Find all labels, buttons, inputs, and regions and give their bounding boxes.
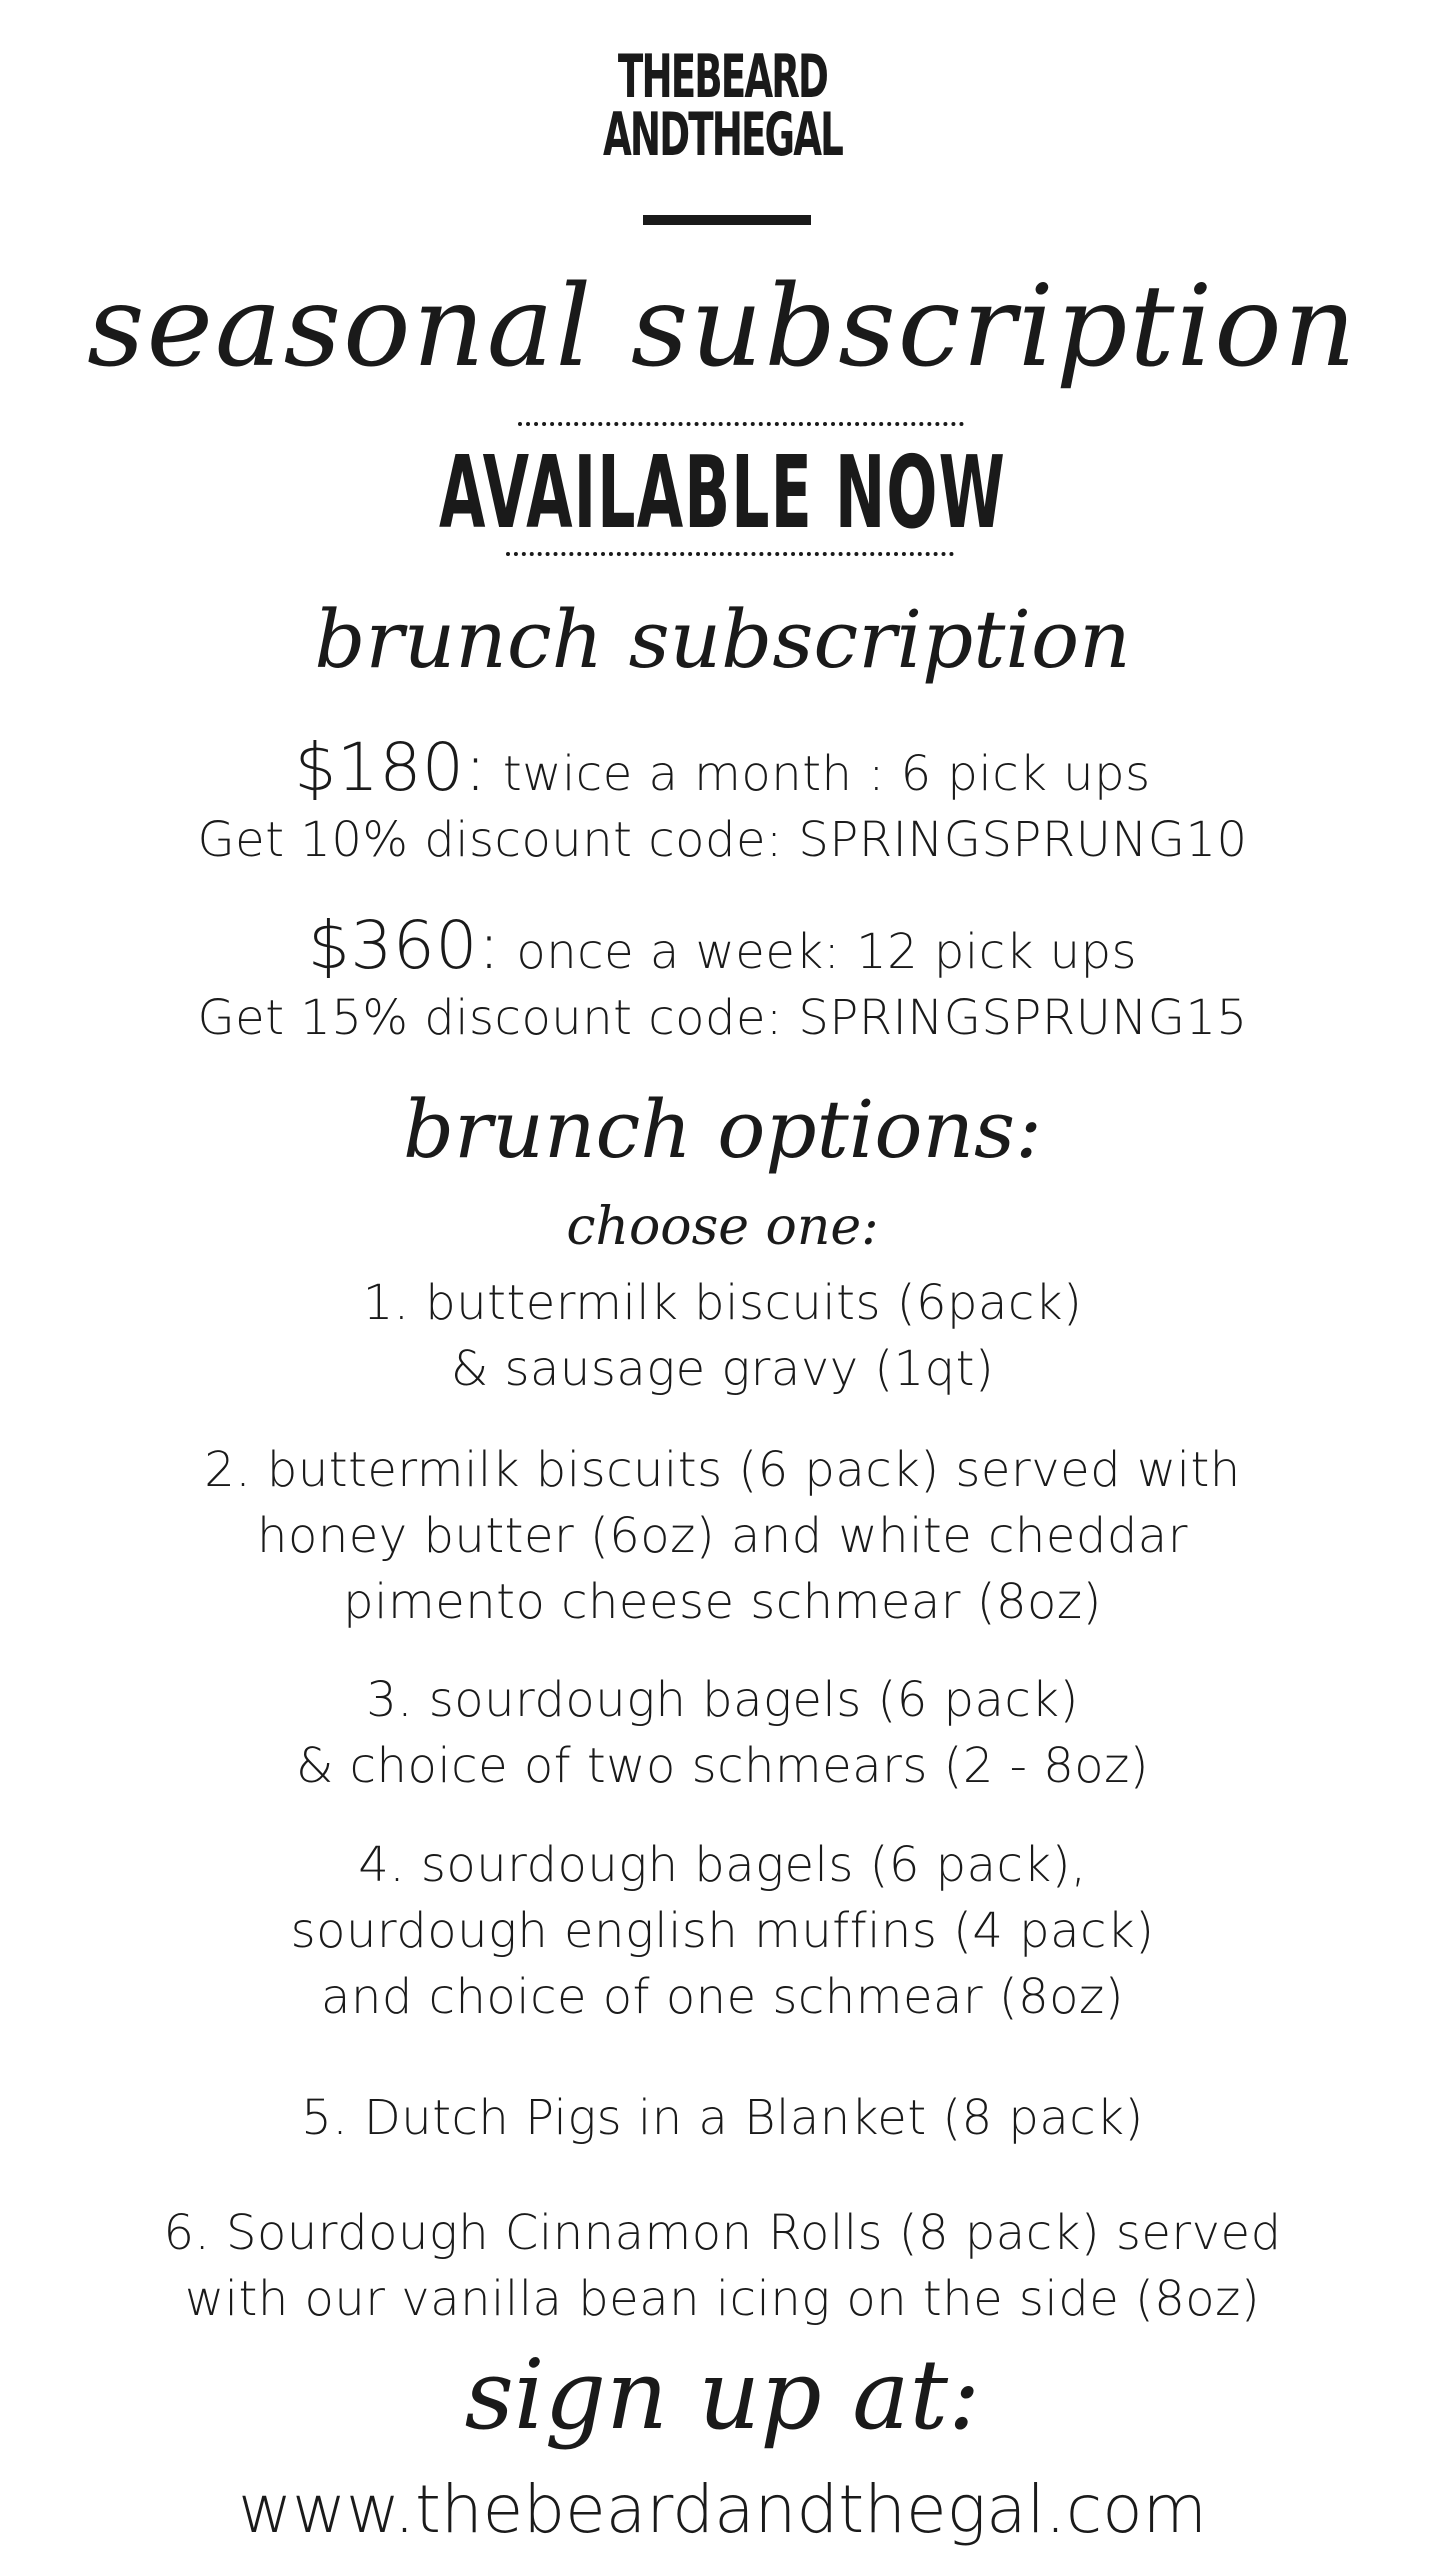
option-line: 4. sourdough bagels (6 pack), xyxy=(358,1837,1087,1893)
option-line: 6. Sourdough Cinnamon Rolls (8 pack) served xyxy=(163,2205,1282,2261)
options-heading: brunch options: xyxy=(402,1083,1043,1176)
option-2 xyxy=(0,1437,1445,1635)
option-line: pimento cheese schmear (8oz) xyxy=(343,1574,1102,1630)
logo-line-2: ANDTHEGAL xyxy=(602,100,843,170)
dotted-divider-top xyxy=(518,422,964,426)
option-line: & sausage gravy (1qt) xyxy=(450,1341,995,1397)
option-line: 2. buttermilk biscuits (6 pack) served with xyxy=(204,1442,1241,1498)
plan-description: twice a month : 6 pick ups xyxy=(487,746,1151,802)
subscription-heading: brunch subscription xyxy=(314,593,1131,686)
dotted-divider-bottom xyxy=(506,552,954,556)
option-line: & choice of two schmears (2 - 8oz) xyxy=(295,1738,1150,1794)
option-line: honey butter (6oz) and white cheddar xyxy=(257,1508,1188,1564)
plan-summary xyxy=(0,729,1445,807)
option-1 xyxy=(0,1270,1445,1402)
available-now-banner: AVAILABLE NOW xyxy=(438,434,1006,551)
option-line: 1. buttermilk biscuits (6pack) xyxy=(362,1275,1083,1331)
plan-description: once a week: 12 pick ups xyxy=(500,924,1138,980)
option-line: with our vanilla bean icing on the side (8oz) xyxy=(184,2271,1261,2327)
page-title: seasonal subscription xyxy=(87,262,1358,392)
option-line: 5. Dutch Pigs in a Blanket (8 pack) xyxy=(301,2090,1144,2146)
plan-price: $180: xyxy=(294,729,488,806)
plan-weekly xyxy=(0,907,1445,1051)
plan-discount: Get 10% discount code: SPRINGSPRUNG10 xyxy=(197,812,1248,868)
logo-line-1: THEBEARD xyxy=(617,42,828,112)
signup-heading: sign up at: xyxy=(464,2339,981,2451)
option-5 xyxy=(0,2085,1445,2151)
plan-summary xyxy=(0,907,1445,985)
option-3 xyxy=(0,1667,1445,1799)
website-link[interactable]: www.thebeardandthegal.com xyxy=(238,2471,1207,2548)
brand-logo xyxy=(275,42,1171,170)
option-line: and choice of one schmear (8oz) xyxy=(321,1969,1124,2025)
options-subheading: choose one: xyxy=(566,1197,879,1257)
option-line: sourdough english muffins (4 pack) xyxy=(290,1903,1155,1959)
plan-twice-monthly xyxy=(0,729,1445,873)
option-4 xyxy=(0,1832,1445,2030)
logo-divider xyxy=(643,215,811,225)
plan-discount: Get 15% discount code: SPRINGSPRUNG15 xyxy=(197,990,1248,1046)
option-line: 3. sourdough bagels (6 pack) xyxy=(366,1672,1079,1728)
option-6 xyxy=(0,2200,1445,2332)
plan-price: $360: xyxy=(307,907,501,984)
